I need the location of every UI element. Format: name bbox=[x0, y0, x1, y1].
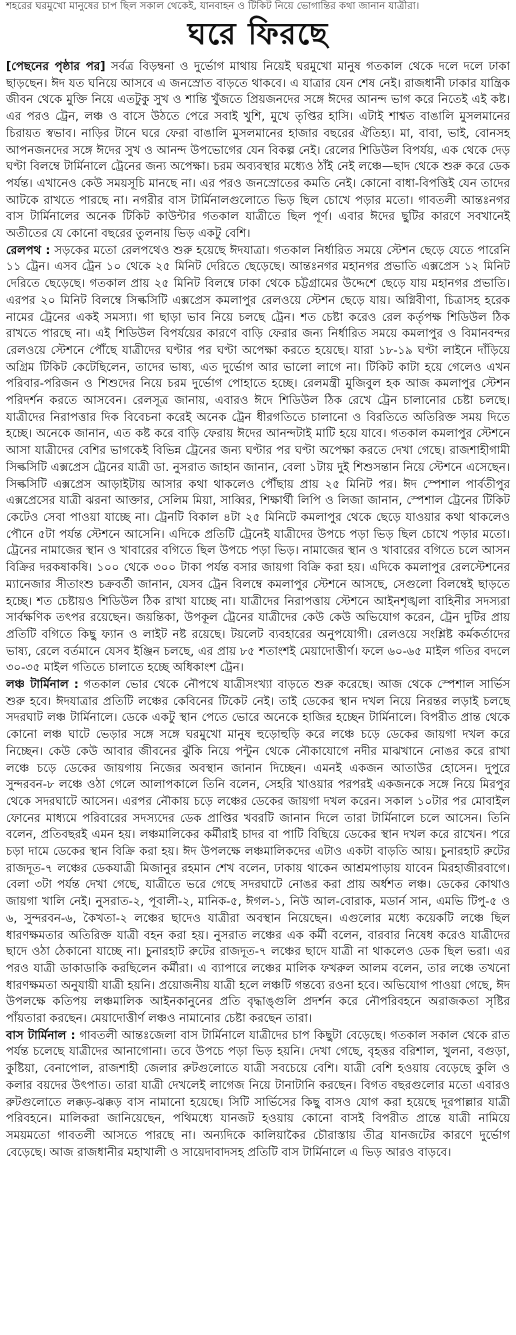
paragraph-text: গতকাল ভোর থেকে নৌপথে যাত্রীসংখ্যা বাড়তে শুরু করেছে। আজ থেকে স্পেশাল সার্ভিস শুরু হবে। ঈদযাত্রার প্রতিটি লঞ্চের কেবিনের টিকেট নেই। তাই ডেকের স্থান দখল নিয়ে নিরন্তর লড়াই চলছে সদরঘাট লঞ্চ টার্মিনালে। ডেকে একটু স্থান পেতে ভোরে অনেকে হাজির হচ্ছেন টার্মিনালে। বিপরীত প্রান্ত থেকে কোনো লঞ্চ ঘাটে ভেড়ার সঙ্গে সঙ্গে ঘরমুখো মানুষ হুড়োহুড়ি করে লঞ্চে চড়ে ডেকের জায়গা দখল করে নিচ্ছেন। কেউ কেউ আবার জীবনের ঝুঁকি নিয়ে পন্টুন থেকে নৌকাযোগে নদীর মাঝখানে নোঙর করে রাখা লঞ্চে চড়ে ডেকের জায়গায় নিজের অবস্থান জানান দিচ্ছেন। এমনই একজন আতাউর হোসেন। দুপুরে সুন্দরবন-৮ লঞ্চে ওঠা গেলে আলাপকালে তিনি বলেন, সেহরি খাওয়ার পরপরই একজনকে সঙ্গে নিয়ে মিরপুর থেকে সদরঘাটে আসেন। এরপর নৌকায় চড়ে লঞ্চের ডেকের জায়গা দখল করেন। সকাল ১০টার পর মোবাইল ফোনের মাধ্যমে পরিবারের সদস্যদের ডেক প্রাপ্তির খবরটি জানান দিলে তারা টার্মিনালে চলে আসেন। তিনি বলেন, প্রতিবছরই এমন হয়। লঞ্চমালিকের কর্মীরাই চাদর বা পাটি বিছিয়ে ডেকের স্থান দখল করে রাখেন। পরে চড়া দামে ডেকের স্থান বিক্রি করা হয়। ঈদ উপলক্ষে লঞ্চমালিকদের এটাও একটা বাড়তি আয়। চুনারহাট রুটের রাজদূত-৭ লঞ্চের ডেকযাত্রী মিজানুর রহমান শেখ বলেন, ঢাকায় থাকেন আশ্রমপাড়ায় যাবেন মিরহাজীরবাগে। বেলা ৩টা পর্যন্ত দেখা গেছে, যাত্রীতে ভরে গেছে সদরঘাটে নোঙর করা প্রায় অর্ধশত লঞ্চ। ডেকের কোথাও জায়গা খালি নেই। নুসরাত-২, পূবালী-২, মানিক-৫, ঈগল-১, নিউ আল-বোরাক, মডার্ন সান, এমভি টিপু-৫ ও ৬, সুন্দরবন-৬, কৈখতা-২ লঞ্চের ছাদেও যাত্রীরা অবস্থান নিয়েছেন। এগুলোর মধ্যে কয়েকটি লঞ্চে ছিল ধারণক্ষমতার অতিরিক্ত যাত্রী বহন করা হয়। নুসরাত লঞ্চের এক কর্মী বলেন, বারবার নিষেধ করেও যাত্রীদের ছাদে ওঠা ঠেকানো যাচ্ছে না। চুনারহাট রুটের রাজদূত-৭ লঞ্চের ছাদে যাত্রী না থাকলেও ডেক ছিল ভরা। এর পরও যাত্রী ডাকাডাকি করছিলেন কর্মীরা। এ ব্যাপারে লঞ্চের মালিক ফখরুল আলম বলেন, তার লঞ্চে তখনো ধারণক্ষমতা অনুযায়ী যাত্রী হয়নি। প্রয়োজনীয় যাত্রী হলে লঞ্চটি গন্তব্যে রওনা হবে। অভিযোগ পাওয়া গেছে, ঈদ উপলক্ষে কতিপয় লঞ্চমালিক আইনকানুনের প্রতি বৃদ্ধাঙ্গুলি প্রদর্শন করে নৌপরিবহনে অরাজকতা সৃষ্টির পাঁয়তারা করছেন। মেয়াদোত্তীর্ণ লঞ্চও নামানোর চেষ্টা করছেন তারা। bbox=[6, 677, 510, 1026]
paragraph-text: গাবতলী আন্তঃজেলা বাস টার্মিনালে যাত্রীদের চাপ কিছুটা বেড়েছে। গতকাল সকাল থেকে রাত পর্যন্ত চলেছে যাত্রীদের আনাগোনা। তবে উপচে পড়া ভিড় হয়নি। দেখা গেছে, বৃহত্তর বরিশাল, খুলনা, বগুড়া, কুষ্টিয়া, বেনাপোল, রাজশাহী জেলার রুটগুলোতে যাত্রী সবচেয়ে বেশি। যাত্রী বেশি হওয়ায় বেড়েছে কুলি ও কলার বয়দের উৎপাত। তারা যাত্রী দেখলেই লাগেজ নিয়ে টানাটানি করছেন। বিগত বছরগুলোর মতো এবারও রুটগুলোতে লক্কড়-ঝক্কড় বাস নামানো হয়েছে। সিটি সার্ভিসের কিছু বাসও যোগ করা হয়েছে দূরপাল্লার যাত্রী পরিবহনে। মালিকরা জানিয়েছেন, পথিমধ্যে যানজট হওয়ায় কোনো বাসই বিপরীত প্রান্তে যাত্রী নামিয়ে সময়মতো গাবতলী আসতে পারছে না। অন্যদিকে কালিয়াকৈর চৌরাস্তায় তীব্র যানজটের কারণে দুর্ভোগ বেড়েছে। আজ রাজধানীর মহাখালী ও সায়েদাবাদসহ প্রতিটি বাস টার্মিনালে এ ভিড় আরও বাড়বে। bbox=[6, 1027, 510, 1159]
section-lead-launch: লঞ্চ টার্মিনাল : bbox=[6, 677, 79, 692]
previous-article-tail: শহরের ঘরমুখো মানুষের চাপ ছিল সকাল থেকেই, যানবাহন ও টিকিট নিয়ে ভোগান্তির কথা জানান যাত্রীরা। bbox=[6, 1, 420, 12]
article-body bbox=[0, 58, 516, 1160]
paragraph-intro bbox=[6, 58, 510, 242]
paragraph-launch-terminal bbox=[6, 676, 510, 1027]
section-lead-railway: রেলপথ : bbox=[6, 242, 51, 257]
section-lead-bus: বাস টার্মিনাল : bbox=[6, 1027, 76, 1042]
paragraph-railway bbox=[6, 242, 510, 676]
paragraph-lead: [পেছনের পৃষ্ঠার পর] bbox=[6, 59, 106, 73]
article-headline: ঘরে ফিরছে bbox=[187, 17, 329, 52]
paragraph-bus-terminal bbox=[6, 1027, 510, 1161]
paragraph-text: সর্বত্র বিড়ম্বনা ও দুর্ভোগ মাথায় নিয়েই ঘরমুখো মানুষ গতকাল থেকে দলে দলে ঢাকা ছাড়ছেন। ঈদ যত ঘনিয়ে আসবে এ জনস্রোত বাড়তে থাকবে। এ যাত্রার যেন শেষ নেই। রাজধানী ঢাকার যান্ত্রিক জীবন থেকে মুক্তি নিয়ে এতটুকু সুখ ও শান্তি খুঁজতে প্রিয়জনদের সঙ্গে ঈদের আনন্দ ভাগ করে নিতেই এই কষ্ট। এর পরও ট্রেন, লঞ্চ ও বাসে উঠতে পেরে সবাই খুশি, মুখে তৃপ্তির হাসি। এটাই শাশ্বত বাঙালি মুসলমানের চিরায়ত স্বভাব। নাড়ির টানে ঘরে ফেরা বাঙালি মুসলমানের হাজার বছরের ঐতিহ্য। মা, বাবা, ভাই, বোনসহ আপনজনদের সঙ্গে ঈদের সুখ ও আনন্দ উপভোগের যেন বিকল্প নেই। রেলের শিডিউল বিপর্যয়, এক থেকে দেড় ঘণ্টা বিলম্বে টার্মিনালে ট্রেনের জন্য অপেক্ষা। চরম অব্যবস্থার মধ্যেও ঠাঁই নেই লঞ্চে—ছাদ থেকে শুরু করে ডেক পর্যন্ত। এখানেও কেউ সময়সূচি মানছে না। এর পরও জনস্রোতের কমতি নেই। কোনো বাধা-বিপত্তিই যেন তাদের আটকে রাখতে পারছে না। নগরীর বাস টার্মিনালগুলোতে ভিড় ছিল চোখে পড়ার মতো। গাবতলী আন্তঃনগর বাস টার্মিনালের অনেক টিকিট কাউন্টার গতকাল যাত্রীতে ছিল পূর্ণ। এবার ঈদের ছুটির কারণে সবখানেই অতীতের যে কোনো বছরের তুলনায় ভিড় একটু বেশি। bbox=[6, 59, 510, 241]
paragraph-text: সড়কের মতো রেলপথেও শুরু হয়েছে ঈদযাত্রা। গতকাল নির্ধারিত সময়ে স্টেশন ছেড়ে যেতে পারেনি ১১ ট্রেন। এসব ট্রেন ১০ থেকে ২৫ মিনিট দেরিতে ছেড়েছে। আন্তঃনগর মহানগর প্রভাতি এক্সপ্রেস ১২ মিনিট দেরিতে ছেড়েছে। গতকাল প্রায় ২৫ মিনিট বিলম্বে ঢাকা থেকে চট্টগ্রামের উদ্দেশে ছেড়ে যায় মহানগর প্রভাতি। এরপর ২০ মিনিট বিলম্বে সিল্কসিটি এক্সপ্রেস কমলাপুর রেলওয়ে স্টেশন ছেড়ে যায়। অগ্নিবীণা, চিত্রাসহ হরেক নামের ট্রেনের একই সমস্যা। গা ছাড়া ভাব নিয়ে চলছে ট্রেন। শত চেষ্টা করেও রেল কর্তৃপক্ষ শিডিউল ঠিক রাখতে পারছে না। এই শিডিউল বিপর্যয়ের কারণে বাড়ি ফেরার জন্য নির্ধারিত সময়ে কমলাপুর ও বিমানবন্দর রেলওয়ে স্টেশনে পৌঁছে যাত্রীদের ঘণ্টার পর ঘণ্টা অপেক্ষা করতে হয়েছে। যারা ১৮-১৯ ঘণ্টা লাইনে দাঁড়িয়ে অগ্রিম টিকিট কেটেছিলেন, তাদের ভাষ্য, এত দুর্ভোগ আর ভালো লাগে না। টিকিট কাটা হয়ে গেলেও এখন পরিবার-পরিজন ও শিশুদের নিয়ে চরম দুর্ভোগ পোহাতে হচ্ছে। রেলমন্ত্রী মুজিবুল হক আজ কমলাপুর স্টেশন পরিদর্শন করতে আসবেন। রেলসূত্র জানায়, এবারও ঈদে শিডিউল ঠিক রেখে ট্রেন চালানোর চেষ্টা চলছে। যাত্রীদের নিরাপত্তার দিক বিবেচনা করেই অনেক ট্রেন ধীরগতিতে চালানো ও বিরতিতে অতিরিক্ত সময় দিতে হচ্ছে। অনেকে জানান, এত কষ্ট করে বাড়ি ফেরায় ঈদের আনন্দটাই মাটি হয়ে যাবে। গতকাল কমলাপুর স্টেশনে আসা যাত্রীদের বেশির ভাগকেই বিভিন্ন ট্রেনের জন্য ঘণ্টার পর ঘণ্টা অপেক্ষা করতে দেখা গেছে। রাজশাহীগামী সিল্কসিটি এক্সপ্রেস ট্রেনের যাত্রী ডা. নুসরাত জাহান জানান, বেলা ১টায় দুই শিশুসন্তান নিয়ে স্টেশনে এসেছেন। সিল্কসিটি এক্সপ্রেস আড়াইটায় আসার কথা থাকলেও পৌঁছায় প্রায় ২৫ মিনিট পর। ঈদ স্পেশাল পার্বতীপুর এক্সপ্রেসের যাত্রী ঝরনা আক্তার, সেলিম মিয়া, সাব্বির, শিক্ষার্থী লিপি ও লিজা জানান, স্পেশাল ট্রেনের টিকিট কেটেও সেবা পাওয়া যাচ্ছে না। ট্রেনটি বিকাল ৪টা ২৫ মিনিটে কমলাপুর থেকে ছেড়ে যাওয়ার কথা থাকলেও পৌনে ৫টা পর্যন্ত স্টেশনে আসেনি। এদিকে প্রতিটি ট্রেনেই যাত্রীদের উপচে পড়া ভিড় ছিল চোখে পড়ার মতো। ট্রেনের নামাজের স্থান ও খাবারের বগিতে ছিল উপচে পড়া ভিড়। নামাজের স্থান ও খাবারের বগিতে চলে আসন বিক্রির দরকষাকষি। ১০০ থেকে ৩০০ টাকা পর্যন্ত বসার জায়গা বিক্রি করা হয়। এদিকে কমলাপুর রেলস্টেশনের ম্যানেজার সীতাংশু চক্রবর্তী জানান, যেসব ট্রেন বিলম্বে কমলাপুর স্টেশনে আসছে, সেগুলো বিলম্বেই ছাড়তে হচ্ছে। শত চেষ্টায়ও শিডিউল ঠিক রাখা যাচ্ছে না। যাত্রীদের নিরাপত্তায় স্টেশনে আইনশৃঙ্খলা বাহিনীর সদস্যরা সার্বক্ষণিক তৎপর রয়েছেন। জয়ন্তিকা, উপকূল ট্রেনের যাত্রীদের কেউ কেউ অভিযোগ করেন, ট্রেন দুটির প্রায় প্রতিটি বগিতে কিছু ফ্যান ও লাইট নষ্ট রয়েছে। টয়লেট ব্যবহারের অনুপযোগী। রেলওয়ে সংশ্লিষ্ট কর্মকর্তাদের ভাষ্য, রেলে বর্তমানে যেসব ইঞ্জিন চলছে, এর প্রায় ৮৫ শতাংশই মেয়াদোত্তীর্ণ। ফলে ৬০-৬৫ মাইল গতির বদলে ৩০-৩৫ মাইল গতিতে চালাতে হচ্ছে অধিকাংশ ট্রেন। bbox=[6, 242, 510, 675]
